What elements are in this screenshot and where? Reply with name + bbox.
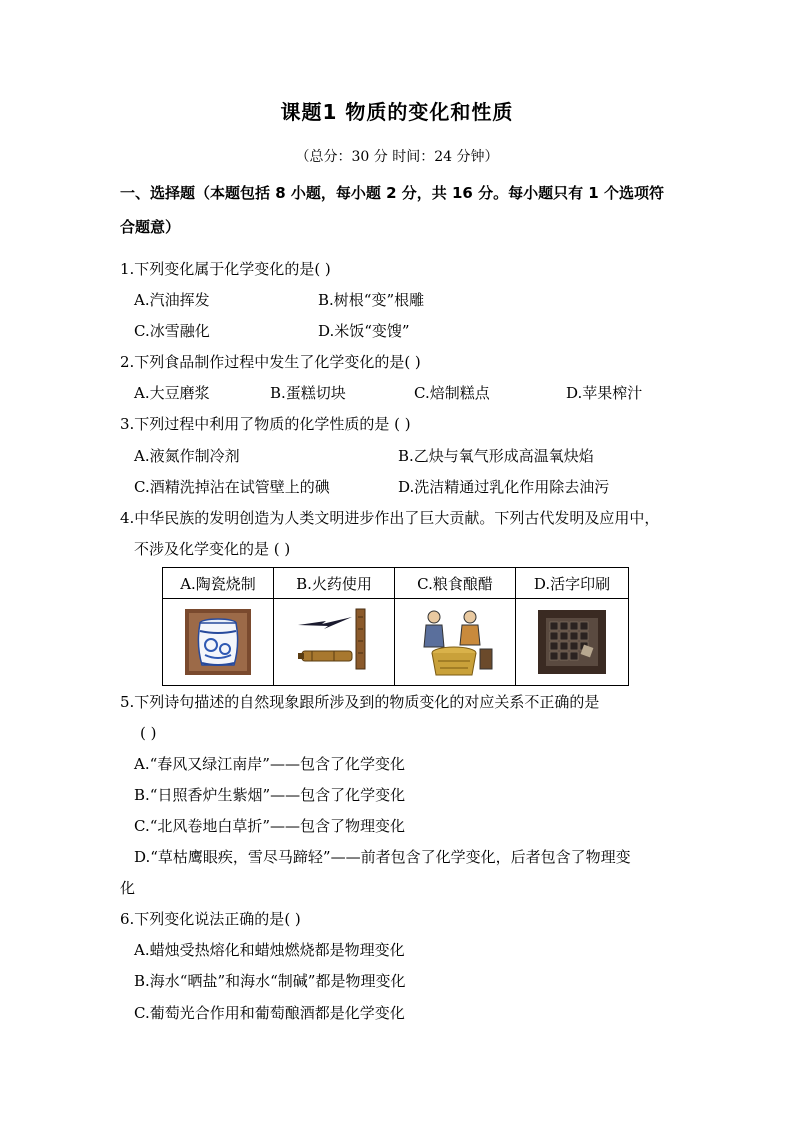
page-title: 课题1 物质的变化和性质 [280, 100, 514, 124]
page-subtitle: （总分：30 分 时间：24 分钟） [295, 149, 499, 165]
table-header-row [163, 568, 629, 599]
table-header-a: A.陶瓷烧制 [163, 568, 274, 599]
question-5-option-a: A.“春风又绿江南岸”——包含了化学变化 [134, 755, 405, 773]
question-5-stem-line-2: ( ) [140, 724, 157, 742]
question-5-option-d: D.“草枯鹰眼疾，雪尽马蹄轻”——前者包含了化学变化，后者包含了物理变 [134, 848, 631, 866]
question-1-stem: 1.下列变化属于化学变化的是( ) [120, 260, 331, 278]
question-5-option-c: C.“北风卷地白草折”——包含了物理变化 [134, 817, 406, 835]
question-4-table [162, 567, 629, 686]
table-cell-vinegar [395, 599, 516, 686]
question-1-option-a: A.汽油挥发 [134, 291, 210, 309]
table-image-row [163, 599, 629, 686]
question-6-option-a: A.蜡烛受热熔化和蜡烛燃烧都是物理变化 [134, 941, 405, 959]
question-5-stem-line-1: 5.下列诗句描述的自然现象跟所涉及到的物质变化的对应关系不正确的是 [120, 693, 600, 711]
table-header-d: D.活字印刷 [516, 568, 629, 599]
question-1-option-d: D.米饭“变馊” [318, 322, 410, 340]
question-4-stem-line-2: 不涉及化学变化的是 ( ) [134, 540, 291, 558]
question-2-option-d: D.苹果榨汁 [566, 384, 643, 402]
table-header-b: B.火药使用 [274, 568, 395, 599]
table-cell-gunpowder [274, 599, 395, 686]
table-cell-movable-type [516, 599, 629, 686]
question-3-option-c: C.酒精洗掉沾在试管壁上的碘 [134, 478, 330, 496]
question-2-option-c: C.焙制糕点 [414, 384, 490, 402]
question-1-option-b: B.树根“变”根雕 [318, 291, 425, 309]
question-6-option-b: B.海水“晒盐”和海水“制碱”都是物理变化 [134, 972, 406, 990]
question-6-stem: 6.下列变化说法正确的是( ) [120, 910, 301, 928]
question-2-stem: 2.下列食品制作过程中发生了化学变化的是( ) [120, 353, 421, 371]
question-2-option-b: B.蛋糕切块 [270, 384, 346, 402]
question-3-option-b: B.乙炔与氧气形成高温氧炔焰 [398, 447, 594, 465]
question-3-option-a: A.液氮作制冷剂 [134, 447, 240, 465]
question-3-stem: 3.下列过程中利用了物质的化学性质的是 ( ) [120, 415, 411, 433]
movable-type-image [538, 610, 606, 674]
question-5-option-d-wrap: 化 [120, 879, 136, 897]
question-2-option-a: A.大豆磨浆 [134, 384, 210, 402]
section-heading [120, 178, 680, 242]
table-cell-porcelain [163, 599, 274, 686]
question-5-option-b: B.“日照香炉生紫烟”——包含了化学变化 [134, 786, 406, 804]
table-header-c: C.粮食酿醋 [395, 568, 516, 599]
question-4-stem-line-1: 4.中华民族的发明创造为人类文明进步作出了巨大贡献。下列古代发明及应用中， [120, 509, 660, 527]
question-6-option-c: C.葡萄光合作用和葡萄酿酒都是化学变化 [134, 1004, 405, 1022]
section-heading-line-2: 合题意） [120, 218, 181, 236]
question-1-option-c: C.冰雪融化 [134, 322, 210, 340]
question-3-option-d: D.洗洁精通过乳化作用除去油污 [398, 478, 610, 496]
gunpowder-rocket-image [294, 607, 374, 677]
section-heading-line-1: 一、选择题（本题包括 8 小题，每小题 2 分，共 16 分。每小题只有 1 个选项符 [120, 184, 664, 202]
porcelain-jar-image [185, 609, 251, 675]
vinegar-brewing-image [414, 603, 496, 681]
